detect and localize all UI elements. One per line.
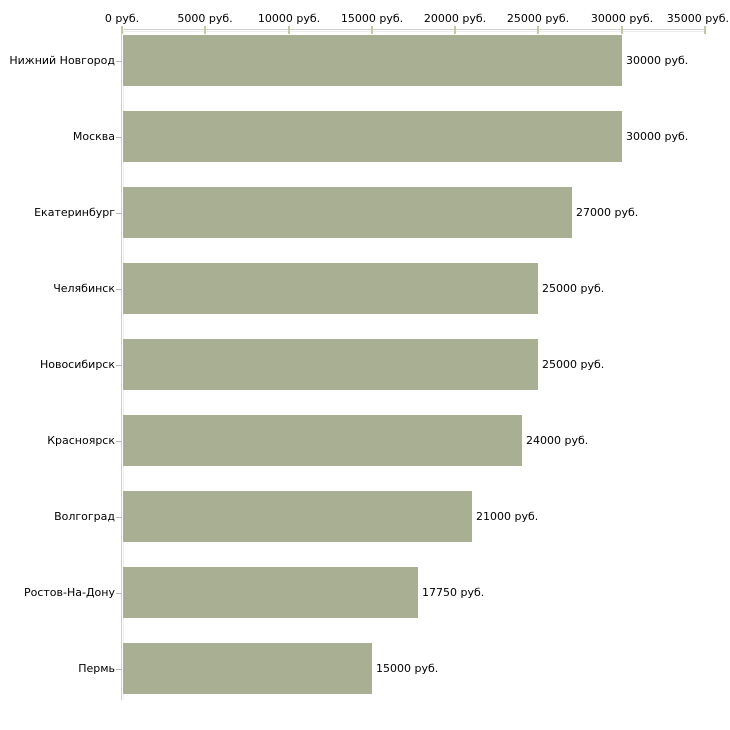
x-axis-line [121,29,706,32]
x-axis-tick-label: 20000 руб. [423,12,487,25]
category-tick-mark [116,365,122,366]
x-axis-tick-mark [704,26,706,34]
category-tick-mark [116,441,122,442]
category-tick-mark [116,593,122,594]
value-label: 24000 руб. [526,434,589,447]
bar [123,35,622,86]
x-axis-tick-label: 0 руб. [104,12,140,25]
category-label: Пермь [78,662,115,675]
x-axis-tick-mark [121,26,123,34]
category-tick-mark [116,213,122,214]
bar [123,263,538,314]
bar [123,643,372,694]
category-tick-mark [116,61,122,62]
x-axis-tick-label: 10000 руб. [257,12,321,25]
x-axis-tick-mark [204,26,206,34]
category-tick-mark [116,289,122,290]
bar [123,187,572,238]
category-label: Челябинск [53,282,115,295]
bar [123,415,522,466]
bar [123,567,418,618]
x-axis-tick-mark [537,26,539,34]
category-tick-mark [116,669,122,670]
x-axis-tick-mark [454,26,456,34]
bar [123,339,538,390]
category-label: Екатеринбург [34,206,115,219]
category-label: Красноярск [47,434,115,447]
x-axis-tick-mark [288,26,290,34]
x-axis-tick-label: 5000 руб. [177,12,233,25]
category-label: Ростов-На-Дону [23,586,115,599]
value-label: 21000 руб. [476,510,539,523]
x-axis-tick-mark [371,26,373,34]
x-axis-tick-label: 30000 руб. [590,12,654,25]
category-label: Новосибирск [39,358,115,371]
value-label: 25000 руб. [542,358,605,371]
value-label: 17750 руб. [422,586,485,599]
x-axis-tick-label: 15000 руб. [340,12,404,25]
value-label: 27000 руб. [576,206,639,219]
category-tick-mark [116,137,122,138]
bar [123,491,472,542]
x-axis-tick-label: 35000 руб. [666,12,729,25]
value-label: 30000 руб. [626,130,689,143]
x-axis-tick-mark [621,26,623,34]
category-label: Волгоград [54,510,115,523]
category-tick-mark [116,517,122,518]
category-label: Нижний Новгород [9,54,115,67]
value-label: 15000 руб. [376,662,439,675]
value-label: 25000 руб. [542,282,605,295]
bar [123,111,622,162]
value-label: 30000 руб. [626,54,689,67]
x-axis-tick-label: 25000 руб. [506,12,570,25]
category-label: Москва [72,130,115,143]
